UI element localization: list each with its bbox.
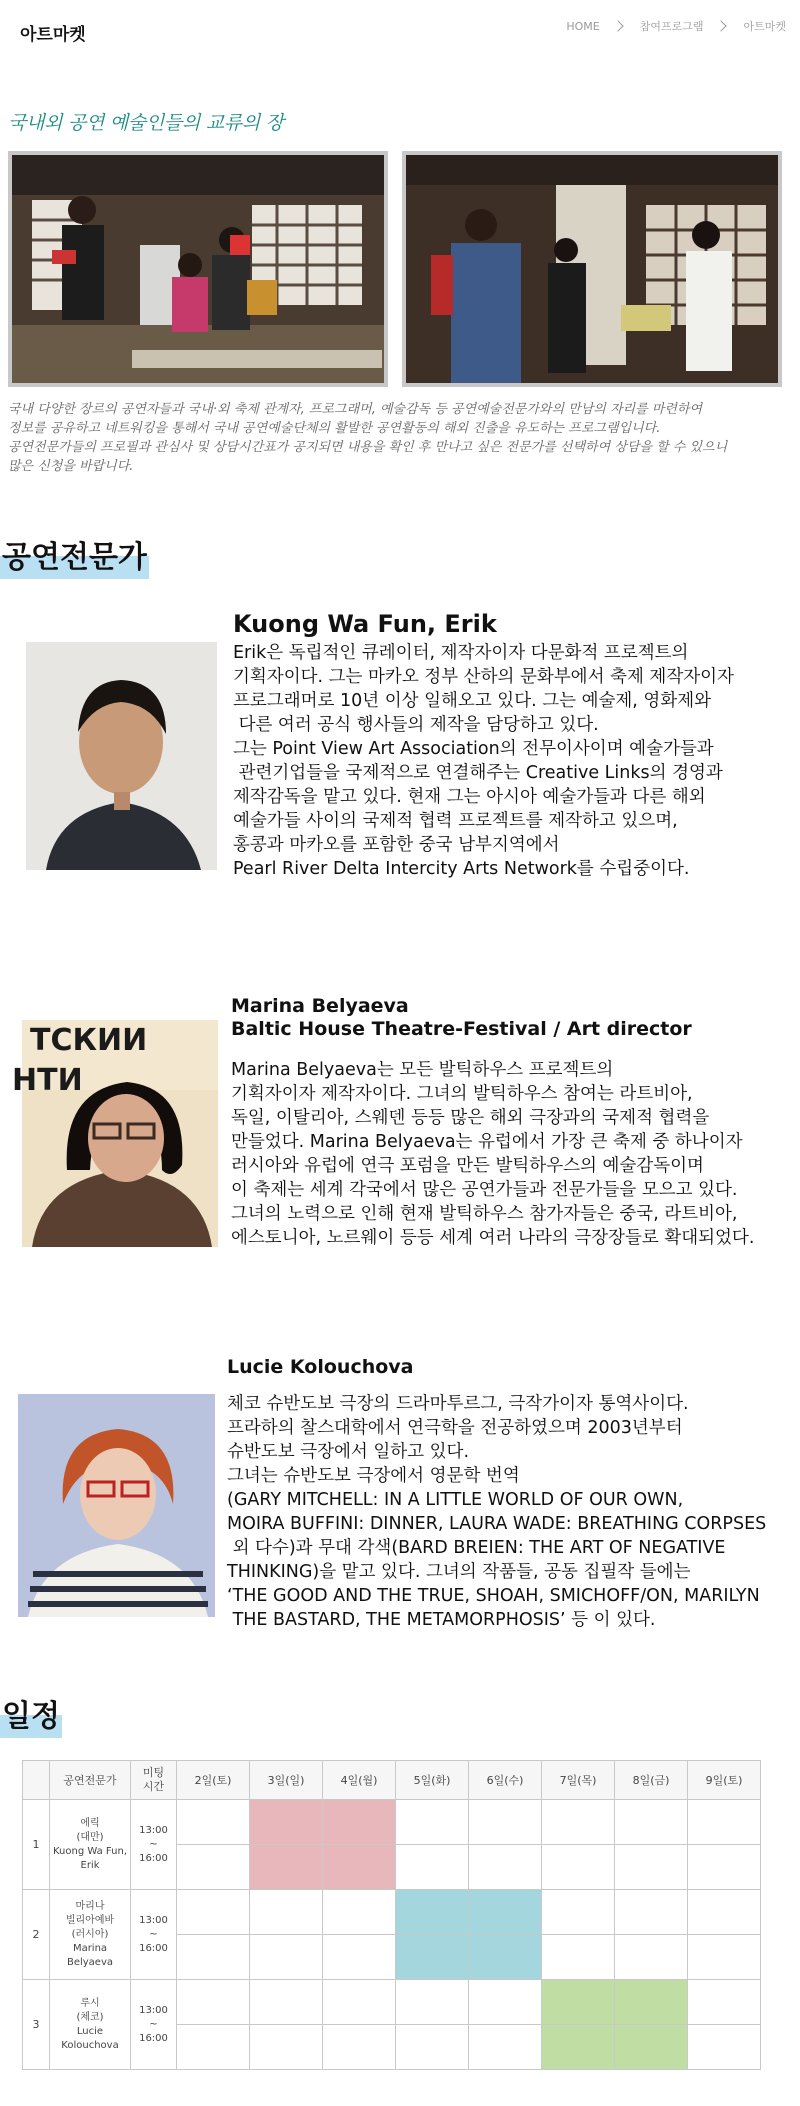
schedule-day-slot xyxy=(396,2025,469,2070)
bio-line: 프로그래머로 10년 이상 일해오고 있다. 그는 예술제, 영화제와 xyxy=(233,691,712,711)
chevron-right-icon xyxy=(716,20,727,31)
schedule-time-line: 13:00 xyxy=(139,2004,168,2016)
bio-line: 예술가들 사이의 국제적 협력 프로젝트를 제작하고 있으며, xyxy=(233,811,678,831)
header-day: 4일(월) xyxy=(323,1761,396,1800)
schedule-day-slot xyxy=(469,1890,542,1935)
schedule-day-slot xyxy=(688,1800,761,1845)
schedule-day-slot xyxy=(323,1845,396,1890)
schedule-day-slot xyxy=(177,1980,250,2025)
schedule-day-slot xyxy=(323,1800,396,1845)
schedule-row-number: 1 xyxy=(23,1800,50,1890)
schedule-day-slot xyxy=(469,1845,542,1890)
schedule-time-line: 16:00 xyxy=(139,1942,168,1954)
expert-name: Lucie Kolouchova xyxy=(227,1356,414,1378)
schedule-day-slot xyxy=(177,1800,250,1845)
expert-bio xyxy=(233,641,793,881)
bio-line: 홍콩과 마카오를 포함한 중국 남부지역에서 xyxy=(233,835,560,855)
schedule-day-slot xyxy=(396,1800,469,1845)
svg-text:ТСКИИ: ТСКИИ xyxy=(30,1023,148,1058)
event-photo-booth xyxy=(8,151,388,387)
schedule-row-number: 2 xyxy=(23,1890,50,1980)
header-expert: 공연전문가 xyxy=(50,1761,131,1800)
intro-line: 많은 신청을 바랍니다. xyxy=(8,459,134,474)
schedule-table xyxy=(22,1760,761,2070)
schedule-day-slot xyxy=(542,2025,615,2070)
intro-heading: 국내외 공연 예술인들의 교류의 장 xyxy=(8,112,284,134)
schedule-day-slot xyxy=(542,1800,615,1845)
schedule-time-line: 13:00 xyxy=(139,1824,168,1836)
schedule-expert-cell xyxy=(50,1890,131,1980)
expert-portrait-erik xyxy=(26,642,217,870)
bio-line: 러시아와 유럽에 연극 포럼을 만든 발틱하우스의 예술감독이며 xyxy=(231,1156,704,1176)
expert-bio xyxy=(231,1058,796,1250)
schedule-day-slot xyxy=(615,1845,688,1890)
schedule-day-slot xyxy=(177,1890,250,1935)
bio-line: 관련기업들을 국제적으로 연결해주는 Creative Links의 경영과 xyxy=(233,763,723,783)
schedule-expert-line: (러시아) xyxy=(71,1928,109,1940)
schedule-day-slot xyxy=(688,1935,761,1980)
schedule-expert-line: Lucie xyxy=(76,2025,104,2037)
bio-line: 기획자이자 제작자이다. 그녀의 발틱하우스 참여는 라트비아, xyxy=(231,1084,693,1104)
schedule-day-slot xyxy=(396,1935,469,1980)
intro-line: 공연전문가들의 프로필과 관심사 및 상담시간표가 공지되면 내용을 확인 후 만나고 싶은 전문가를 선택하여 상담을 할 수 있으니 xyxy=(8,440,728,455)
schedule-header-row xyxy=(23,1761,761,1800)
schedule-day-slot xyxy=(250,1935,323,1980)
event-photo-conversation xyxy=(402,151,782,387)
schedule-time-cell xyxy=(131,1800,177,1890)
schedule-day-slot xyxy=(542,1980,615,2025)
schedule-day-slot xyxy=(469,1980,542,2025)
schedule-time-line: ~ xyxy=(149,1838,158,1850)
bio-line: 그녀의 노력으로 인해 현재 발틱하우스 참가자들은 중국, 라트비아, xyxy=(231,1204,738,1224)
bio-line: 외 다수)과 무대 각색(BARD BREIEN: THE ART OF NEGATIVE xyxy=(227,1538,726,1558)
bio-line: 에스토니아, 노르웨이 등등 세계 여러 나라의 극장장들로 확대되었다. xyxy=(231,1228,755,1248)
bio-line: THE BASTARD, THE METAMORPHOSIS’ 등 이 있다. xyxy=(227,1610,656,1630)
schedule-expert-line: 빌리아예바 xyxy=(65,1914,115,1926)
schedule-day-slot xyxy=(469,2025,542,2070)
schedule-time-line: ~ xyxy=(149,1928,158,1940)
schedule-expert-line: Kuong Wa Fun, xyxy=(53,1845,127,1857)
schedule-expert-line: (대만) xyxy=(76,1831,104,1843)
bio-line: ‘THE GOOD AND THE TRUE, SHOAH, SMICHOFF/ON, MARILYN xyxy=(227,1586,760,1606)
expert-portrait-lucie xyxy=(18,1394,215,1617)
schedule-day-slot xyxy=(615,2025,688,2070)
schedule-expert-cell xyxy=(50,1800,131,1890)
schedule-time-cell xyxy=(131,1890,177,1980)
header-day: 8일(금) xyxy=(615,1761,688,1800)
bio-line: 이 축제는 세계 각국에서 많은 공연가들과 전문가들을 모으고 있다. xyxy=(231,1180,738,1200)
schedule-day-slot xyxy=(250,1890,323,1935)
schedule-expert-line: (체코) xyxy=(76,2011,104,2023)
schedule-day-slot xyxy=(323,1890,396,1935)
bio-line: 체코 슈반도보 극장의 드라마투르그, 극작가이자 통역사이다. xyxy=(227,1394,689,1414)
header-day: 2일(토) xyxy=(177,1761,250,1800)
schedule-day-slot xyxy=(396,1890,469,1935)
bio-line: Marina Belyaeva는 모든 발틱하우스 프로젝트의 xyxy=(231,1060,614,1080)
schedule-row xyxy=(23,1890,761,1935)
schedule-day-slot xyxy=(469,1935,542,1980)
schedule-day-slot xyxy=(177,1935,250,1980)
header-day: 6일(수) xyxy=(469,1761,542,1800)
schedule-day-slot xyxy=(542,1935,615,1980)
schedule-day-slot xyxy=(250,1845,323,1890)
schedule-row-number: 3 xyxy=(23,1980,50,2070)
schedule-day-slot xyxy=(469,1800,542,1845)
header-num xyxy=(23,1761,50,1800)
schedule-day-slot xyxy=(615,1800,688,1845)
expert-role: Baltic House Theatre-Festival / Art director xyxy=(231,1018,692,1040)
schedule-day-slot xyxy=(542,1890,615,1935)
header-day: 3일(일) xyxy=(250,1761,323,1800)
bio-line: (GARY MITCHELL: IN A LITTLE WORLD OF OUR OWN, xyxy=(227,1490,684,1510)
bio-line: THINKING)을 맡고 있다. 그녀의 작품들, 공동 집필작 들에는 xyxy=(227,1562,691,1582)
schedule-day-slot xyxy=(177,1845,250,1890)
expert-name: Marina Belyaeva xyxy=(231,995,409,1017)
schedule-day-slot xyxy=(250,1800,323,1845)
top-bar xyxy=(0,0,800,60)
bio-line: 제작감독을 맡고 있다. 현재 그는 아시아 예술가들과 다른 해외 xyxy=(233,787,706,807)
bio-line: 다른 여러 공식 행사들의 제작을 담당하고 있다. xyxy=(233,715,599,735)
bio-line: 독일, 이탈리아, 스웨덴 등등 많은 해외 극장과의 국제적 협력을 xyxy=(231,1108,710,1128)
schedule-day-slot xyxy=(688,1845,761,1890)
schedule-section-title: 일정 xyxy=(0,1696,62,1738)
schedule-expert-line: Marina xyxy=(72,1942,108,1954)
header-day: 7일(목) xyxy=(542,1761,615,1800)
bio-line: Erik은 독립적인 큐레이터, 제작자이자 다문화적 프로젝트의 xyxy=(233,643,689,663)
breadcrumb-program-link[interactable]: 참여프로그램 xyxy=(639,20,704,33)
chevron-right-icon xyxy=(612,20,623,31)
bio-line: 그는 Point View Art Association의 전무이사이며 예술가들과 xyxy=(233,739,714,759)
schedule-day-slot xyxy=(250,1980,323,2025)
schedule-day-slot xyxy=(615,1935,688,1980)
schedule-day-slot xyxy=(615,1890,688,1935)
intro-description xyxy=(8,400,788,476)
breadcrumb-home-link[interactable]: HOME xyxy=(566,19,600,33)
schedule-day-slot xyxy=(688,1890,761,1935)
expert-bio xyxy=(227,1392,797,1632)
schedule-time-line: 16:00 xyxy=(139,2032,168,2044)
site-title: 아트마켓 xyxy=(20,25,86,45)
bio-line: 프라하의 찰스대학에서 연극학을 전공하였으며 2003년부터 xyxy=(227,1418,683,1438)
schedule-expert-cell xyxy=(50,1980,131,2070)
experts-section-title: 공연전문가 xyxy=(0,537,149,579)
svg-text:НТИ: НТИ xyxy=(12,1063,83,1098)
schedule-row xyxy=(23,1980,761,2025)
bio-line: Pearl River Delta Intercity Arts Network를 수립중이다. xyxy=(233,859,690,879)
schedule-day-slot xyxy=(615,1980,688,2025)
header-time: 미팅 시간 xyxy=(131,1761,177,1800)
schedule-expert-line: 루시 xyxy=(80,1997,100,2009)
schedule-day-slot xyxy=(688,1980,761,2025)
schedule-expert-line: Belyaeva xyxy=(66,1956,114,1968)
schedule-time-cell xyxy=(131,1980,177,2070)
schedule-day-slot xyxy=(396,1845,469,1890)
schedule-expert-line: Kolouchova xyxy=(61,2039,119,2051)
schedule-expert-line: 에릭 xyxy=(80,1817,100,1829)
schedule-time-line: 13:00 xyxy=(139,1914,168,1926)
header-day: 9일(토) xyxy=(688,1761,761,1800)
schedule-time-line: 16:00 xyxy=(139,1852,168,1864)
schedule-day-slot xyxy=(323,1980,396,2025)
intro-line: 정보를 공유하고 네트워킹을 통해서 국내 공연예술단체의 활발한 공연활동의 해외 진출을 유도하는 프로그램입니다. xyxy=(8,421,661,436)
bio-line: 만들었다. Marina Belyaeva는 유럽에서 가장 큰 축제 중 하나이자 xyxy=(231,1132,743,1152)
expert-portrait-marina xyxy=(12,1020,218,1247)
schedule-expert-line: Erik xyxy=(80,1859,100,1871)
expert-name: Kuong Wa Fun, Erik xyxy=(233,610,497,638)
bio-line: 슈반도보 극장에서 일하고 있다. xyxy=(227,1442,470,1462)
breadcrumb-artmarket-link[interactable]: 아트마켓 xyxy=(743,20,786,33)
breadcrumb xyxy=(566,18,786,34)
bio-line: 그녀는 슈반도보 극장에서 영문학 번역 xyxy=(227,1466,520,1486)
schedule-day-slot xyxy=(177,2025,250,2070)
bio-line: 기획자이다. 그는 마카오 정부 산하의 문화부에서 축제 제작자이자 xyxy=(233,667,734,687)
schedule-time-line: ~ xyxy=(149,2018,158,2030)
schedule-row xyxy=(23,1800,761,1845)
schedule-day-slot xyxy=(688,2025,761,2070)
schedule-day-slot xyxy=(323,2025,396,2070)
schedule-expert-line: 마리나 xyxy=(75,1900,105,1912)
schedule-day-slot xyxy=(250,2025,323,2070)
schedule-day-slot xyxy=(396,1980,469,2025)
bio-line: MOIRA BUFFINI: DINNER, LAURA WADE: BREATHING CORPSES xyxy=(227,1514,767,1534)
schedule-day-slot xyxy=(542,1845,615,1890)
header-day: 5일(화) xyxy=(396,1761,469,1800)
schedule-day-slot xyxy=(323,1935,396,1980)
intro-line: 국내 다양한 장르의 공연자들과 국내·외 축제 관계자, 프로그래머, 예술감독 등 공연예술전문가와의 만남의 자리를 마련하여 xyxy=(8,402,703,417)
